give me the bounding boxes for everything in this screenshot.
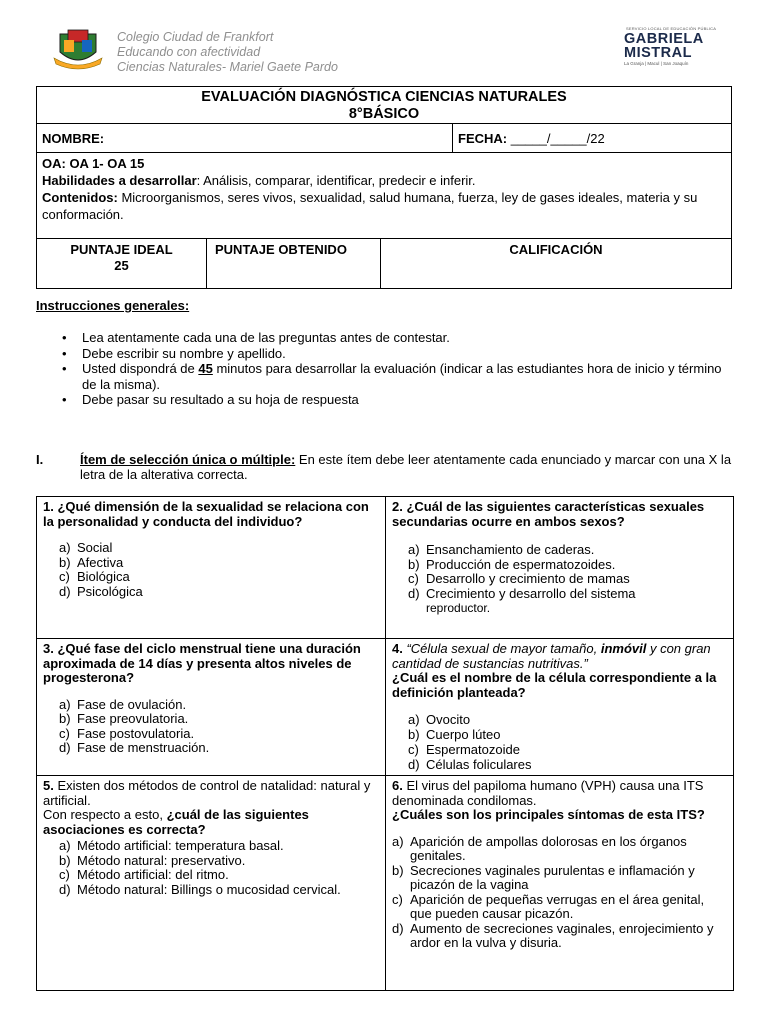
score-obtained-cell[interactable]: PUNTAJE OBTENIDO — [207, 239, 381, 288]
q3-option-b[interactable]: b) Fase preovulatoria. — [59, 711, 189, 726]
date-field[interactable]: FECHA: _____/_____/22 — [458, 131, 605, 146]
evaluation-info-table — [36, 86, 732, 289]
q1-option-d[interactable]: d) Psicológica — [59, 583, 143, 599]
q4-option-d[interactable]: d) Células foliculares — [408, 757, 532, 772]
question-row — [37, 775, 733, 990]
q5-option-b[interactable]: b) Método natural: preservativo. — [59, 852, 246, 868]
q3-option-a[interactable]: a) Fase de ovulación. — [59, 696, 187, 712]
school-motto: Educando con afectividad — [117, 45, 261, 59]
q5-option-d[interactable]: d) Método natural: Billings o mucosidad cervical. — [59, 881, 341, 897]
school-name: Colegio Ciudad de Frankfort — [117, 30, 274, 44]
objectives-row — [37, 152, 731, 238]
q5-option-c[interactable]: c) Método artificial: del ritmo. — [59, 867, 229, 882]
section-text: En este ítem debe leer atentamente cada enunciado y marcar con una X la letra de la alterativa correcta. — [80, 452, 732, 482]
question-5: 5. Existen dos métodos de control de natalidad: natural y artificial. Con respecto a esto, ¿cuál de las siguientes asociaciones es correcta? a) Método artificial: temperatura basal. b) Método natural: preservativo. c) Método artificial: del ritmo. d) Método natural: Billings o mucosidad cervical. — [37, 776, 385, 990]
subject-teacher: Ciencias Naturales- Mariel Gaete Pardo — [117, 60, 338, 74]
q2-option-c[interactable]: c) Desarrollo y crecimiento de mamas — [408, 571, 630, 586]
list-item: • Usted dispondrá de 45 minutos para desarrollar la evaluación (indicar a las estudiantes hora de inicio y término de la misma). — [62, 361, 722, 392]
grade-cell[interactable]: CALIFICACIÓN — [509, 242, 603, 257]
q6-option-c[interactable]: c) Aparición de pequeñas verrugas en el área genital, que pueden causar picazón. — [392, 891, 705, 921]
q5-options — [43, 839, 380, 897]
school-info — [117, 30, 338, 75]
q2-options — [392, 543, 728, 616]
list-item: • Debe pasar su resultado a su hoja de respuesta — [62, 392, 722, 408]
q2-option-d[interactable]: d) Crecimiento y desarrollo del sistema reproductor. — [408, 585, 636, 615]
q5-option-a[interactable]: a) Método artificial: temperatura basal. — [59, 838, 284, 853]
q6-options — [392, 835, 728, 951]
q3-option-c[interactable]: c) Fase postovulatoria. — [59, 725, 195, 741]
q6-option-b[interactable]: b) Secreciones vaginales purulentas e inflamación y picazón de la vagina — [392, 862, 695, 892]
q1-option-a[interactable]: a) Social — [59, 540, 113, 555]
gabriela-mistral-logo: SERVICIO LOCAL DE EDUCACIÓN PÚBLICA GABRIELA MISTRAL La Granja | Macul | San Joaquín — [624, 26, 717, 66]
section-number: I. — [36, 452, 44, 467]
q2-option-b[interactable]: b) Producción de espermatozoides. — [408, 556, 616, 572]
instructions-title: Instrucciones generales: — [36, 298, 190, 313]
instructions-list — [62, 330, 722, 408]
question-6: 6. El virus del papiloma humano (VPH) causa una ITS denominada condilomas. ¿Cuáles son los principales síntomas de esta ITS? a) Aparición de ampollas dolorosas en los órganos genitales. b) Secreciones vaginales purulentas e inflamación y picazón de la vagina c) Aparición de pequeñas verrugas en el área genital, que pueden causar picazón. d) Aumento de secreciones vaginales, enrojecimiento y ardor en la vulva y disuria. — [385, 776, 733, 990]
contents-text: Microorganismos, seres vivos, sexualidad, salud humana, fuerza, ley de gases ideales, materia y su conformación. — [42, 190, 698, 222]
q6-option-d[interactable]: d) Aumento de secreciones vaginales, enrojecimiento y ardor en la vulva y disuria. — [392, 920, 714, 950]
section-title: Ítem de selección única o múltiple: — [80, 452, 296, 467]
name-field[interactable]: NOMBRE: — [37, 124, 453, 152]
q4-options — [392, 712, 728, 772]
questions-table — [36, 496, 734, 991]
oa-label: OA: OA 1- OA 15 — [42, 156, 145, 171]
score-row — [37, 238, 731, 288]
question-row — [37, 497, 733, 638]
q1-options — [43, 541, 380, 599]
q4-option-b[interactable]: b) Cuerpo lúteo — [408, 727, 501, 742]
skills-text: : Análisis, comparar, identificar, predecir e inferir. — [196, 173, 476, 188]
list-item: • Debe escribir su nombre y apellido. — [62, 346, 722, 362]
page-header — [0, 0, 768, 86]
contents-label: Contenidos: — [42, 190, 118, 205]
q1-option-c[interactable]: c) Biológica — [59, 569, 130, 584]
q4-option-c[interactable]: c) Espermatozoide — [408, 742, 520, 757]
question-4: 4. “Célula sexual de mayor tamaño, inmóvil y con gran cantidad de sustancias nutritivas.” ¿Cuál es el nombre de la célula correspondiente a la definición planteada? a) Ovocito b) Cuerpo lúteo c) Espermatozoide d) Células foliculares — [385, 639, 733, 775]
question-3: 3. ¿Qué fase del ciclo menstrual tiene una duración aproximada de 14 días y presenta altos niveles de progesterona? a) Fase de ovulación. b) Fase preovulatoria. c) Fase postovulatoria. d) Fase de menstruación. — [37, 639, 385, 775]
question-row — [37, 638, 733, 775]
school-crest-logo — [52, 28, 104, 70]
q2-option-a[interactable]: a) Ensanchamiento de caderas. — [408, 542, 595, 557]
q3-option-d[interactable]: d) Fase de menstruación. — [59, 740, 210, 755]
question-2: 2. ¿Cuál de las siguientes características sexuales secundarias ocurre en ambos sexos? a) Ensanchamiento de caderas. b) Producción de espermatozoides. c) Desarrollo y crecimiento de mamas d) Crecimiento y desarrollo del sistema reproductor. — [385, 497, 733, 638]
list-item: • Lea atentamente cada una de las preguntas antes de contestar. — [62, 330, 722, 346]
name-date-row — [37, 123, 731, 152]
q4-option-a[interactable]: a) Ovocito — [408, 712, 471, 727]
score-ideal-cell: PUNTAJE IDEAL 25 — [37, 239, 207, 288]
q1-option-b[interactable]: b) Afectiva — [59, 554, 124, 570]
q3-options — [43, 698, 380, 756]
skills-label: Habilidades a desarrollar — [42, 173, 197, 188]
question-1: 1. ¿Qué dimensión de la sexualidad se relaciona con la personalidad y conducta del individuo? a) Social b) Afectiva c) Biológica d) Psicológica — [37, 497, 385, 638]
q6-option-a[interactable]: a) Aparición de ampollas dolorosas en los órganos genitales. — [392, 833, 687, 863]
evaluation-title: EVALUACIÓN DIAGNÓSTICA CIENCIAS NATURALES 8°BÁSICO — [201, 89, 567, 122]
